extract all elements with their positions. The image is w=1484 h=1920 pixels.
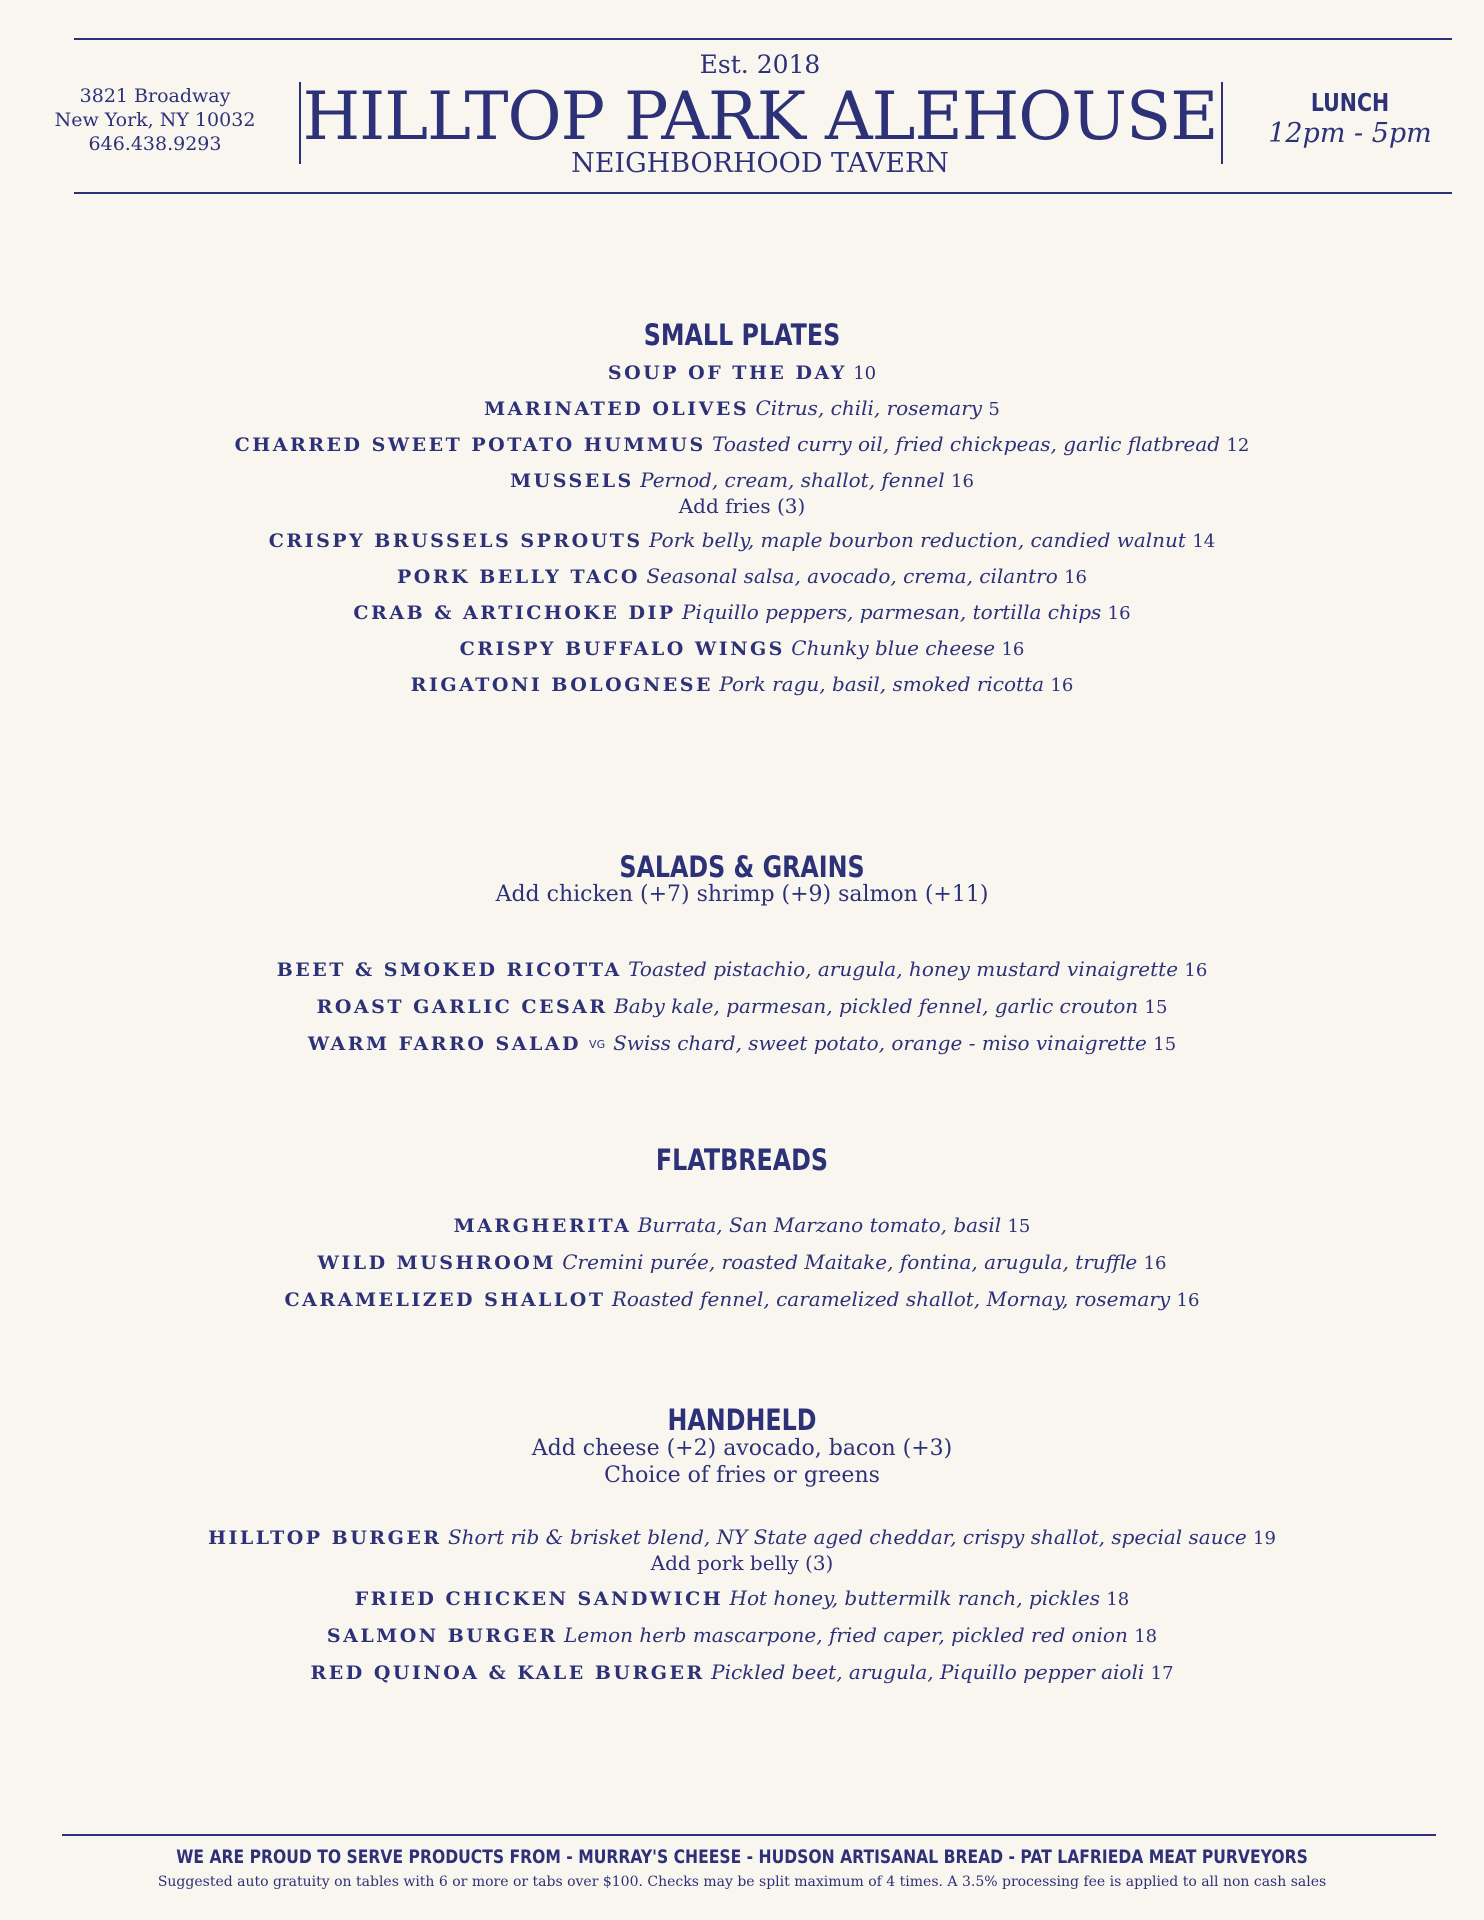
menu-item bbox=[0, 1250, 1484, 1276]
menu-item-description: Piquillo peppers, parmesan, tortilla chips bbox=[682, 600, 1102, 624]
menu-item-description: Short rib & brisket blend, NY State aged cheddar, crispy shallot, special sauce bbox=[447, 1525, 1247, 1549]
header-divider-right bbox=[1221, 82, 1223, 164]
menu-item-name: SALMON BURGER bbox=[326, 1625, 558, 1647]
menu-item-description: Cremini purée, roasted Maitake, fontina, arugula, truffle bbox=[562, 1250, 1138, 1274]
menu-item-description: Pickled beet, arugula, Piquillo pepper aioli bbox=[711, 1660, 1145, 1684]
menu-item-name: CHARRED SWEET POTATO HUMMUS bbox=[234, 434, 706, 456]
menu-item-name: RED QUINOA & KALE BURGER bbox=[310, 1662, 705, 1684]
header-bottom-rule bbox=[74, 192, 1452, 194]
menu-item-name: PORK BELLY TACO bbox=[396, 566, 640, 588]
menu-item-description: Toasted curry oil, fried chickpeas, garlic flatbread bbox=[712, 432, 1221, 456]
menu-item-name: CRAB & ARTICHOKE DIP bbox=[353, 602, 676, 624]
menu-item-addon: Add pork belly (3) bbox=[650, 1551, 834, 1575]
menu-item-price: 16 bbox=[1064, 567, 1088, 588]
menu-item-price: 17 bbox=[1150, 1663, 1174, 1684]
restaurant-name: HILLTOP PARK ALEHOUSE bbox=[302, 78, 1218, 155]
section-title: FLATBREADS bbox=[655, 1143, 829, 1177]
menu-item-name: SOUP OF THE DAY bbox=[607, 362, 847, 384]
menu-item bbox=[0, 1213, 1484, 1239]
menu-item-line bbox=[0, 1213, 1484, 1239]
menu-item-name: WARM FARRO SALAD bbox=[307, 1033, 582, 1055]
menu-item bbox=[0, 1287, 1484, 1313]
menu-item-line bbox=[0, 672, 1484, 698]
menu-item-description: Pork belly, maple bourbon reduction, candied walnut bbox=[649, 528, 1186, 552]
menu-item-price: 5 bbox=[988, 399, 1000, 420]
menu-item-line bbox=[0, 360, 1484, 386]
menu-item-price: 16 bbox=[1176, 1290, 1200, 1311]
menu-item-line bbox=[0, 432, 1484, 458]
menu-item-description: Pernod, cream, shallot, fennel bbox=[640, 468, 945, 492]
menu-item-line bbox=[0, 468, 1484, 494]
menu-item bbox=[0, 528, 1484, 554]
menu-item-name: FRIED CHICKEN SANDWICH bbox=[354, 1588, 724, 1610]
section-small-plates bbox=[0, 318, 1484, 696]
menu-item-name: RIGATONI BOLOGNESE bbox=[410, 674, 713, 696]
menu-item-description: Pork ragu, basil, smoked ricotta bbox=[719, 672, 1045, 696]
menu-item-name: CRISPY BUFFALO WINGS bbox=[459, 638, 785, 660]
menu-item-description: Seasonal salsa, avocado, crema, cilantro bbox=[646, 564, 1058, 588]
menu-item-line bbox=[0, 1623, 1484, 1649]
section-note: Add chicken (+7) shrimp (+9) salmon (+11) bbox=[495, 882, 989, 907]
menu-item bbox=[0, 396, 1484, 422]
menu-item bbox=[0, 432, 1484, 458]
menu-item-price: 10 bbox=[853, 363, 877, 384]
established-year: Est. 2018 bbox=[699, 50, 821, 79]
header-top-rule bbox=[74, 38, 1452, 40]
menu-item-line bbox=[0, 1525, 1484, 1551]
section-note: Add cheese (+2) avocado, bacon (+3) bbox=[531, 1436, 953, 1461]
gratuity-policy: Suggested auto gratuity on tables with 6 or more or tabs over $100. Checks may be split maximum of 4 times. A 3.5% processing fee is applied to all non cash sales bbox=[157, 1874, 1327, 1890]
menu-item-price: 15 bbox=[1007, 1216, 1031, 1237]
menu-item-price: 15 bbox=[1153, 1034, 1177, 1055]
address-city: New York, NY 10032 bbox=[54, 109, 256, 131]
menu-item bbox=[0, 636, 1484, 662]
menu-item-price: 14 bbox=[1192, 531, 1216, 552]
section-title: SMALL PLATES bbox=[643, 318, 841, 352]
menu-item-name: BEET & SMOKED RICOTTA bbox=[276, 959, 622, 981]
menu-item-line bbox=[0, 1287, 1484, 1313]
menu-item-price: 18 bbox=[1106, 1589, 1130, 1610]
menu-item-line bbox=[0, 564, 1484, 590]
meal-period-hours: 12pm - 5pm bbox=[1268, 118, 1432, 149]
menu-item-line bbox=[0, 1031, 1484, 1057]
section-handheld bbox=[0, 1403, 1484, 1684]
meal-period-label: LUNCH bbox=[1310, 88, 1390, 117]
menu-item-price: 18 bbox=[1134, 1626, 1158, 1647]
menu-item-description: Swiss chard, sweet potato, orange - miso vinaigrette bbox=[613, 1031, 1147, 1055]
menu-item-price: 19 bbox=[1253, 1528, 1276, 1549]
menu-item-line bbox=[0, 636, 1484, 662]
address-street: 3821 Broadway bbox=[79, 85, 231, 107]
menu-item-price: 16 bbox=[1143, 1253, 1167, 1274]
menu-item bbox=[0, 468, 1484, 518]
menu-item-price: 15 bbox=[1144, 997, 1168, 1018]
menu-item-addon: Add fries (3) bbox=[678, 494, 806, 518]
suppliers-statement: WE ARE PROUD TO SERVE PRODUCTS FROM - MURRAY'S CHEESE - HUDSON ARTISANAL BREAD - PAT LAFRIEDA MEAT PURVEYORS bbox=[176, 1846, 1308, 1868]
menu-item bbox=[0, 957, 1484, 983]
section-note: Choice of fries or greens bbox=[604, 1463, 880, 1488]
menu-item bbox=[0, 1525, 1484, 1575]
menu-item-description: Citrus, chili, rosemary bbox=[755, 396, 983, 420]
restaurant-tagline: NEIGHBORHOOD TAVERN bbox=[571, 148, 949, 179]
menu-item bbox=[0, 994, 1484, 1020]
menu-item-name: MUSSELS bbox=[510, 470, 634, 492]
menu-item-description: Chunky blue cheese bbox=[791, 636, 996, 660]
menu-item-line bbox=[0, 957, 1484, 983]
menu-item-line bbox=[0, 1660, 1484, 1686]
menu-item-name: MARGHERITA bbox=[453, 1215, 632, 1237]
menu-item-price: 16 bbox=[1001, 639, 1025, 660]
menu-item-line bbox=[0, 994, 1484, 1020]
menu-item bbox=[0, 600, 1484, 626]
menu-item-price: 16 bbox=[1184, 960, 1208, 981]
menu-item bbox=[0, 1031, 1484, 1057]
menu-item-line bbox=[0, 1586, 1484, 1612]
menu-item-line bbox=[0, 396, 1484, 422]
menu-item-description: Baby kale, parmesan, pickled fennel, garlic crouton bbox=[614, 994, 1139, 1018]
menu-item bbox=[0, 360, 1484, 386]
menu-item bbox=[0, 1660, 1484, 1686]
menu-item-description: Toasted pistachio, arugula, honey mustard vinaigrette bbox=[628, 957, 1179, 981]
menu-item-price: 16 bbox=[1107, 603, 1131, 624]
menu-item bbox=[0, 1586, 1484, 1612]
menu-item bbox=[0, 564, 1484, 590]
menu-item-name: ROAST GARLIC CESAR bbox=[316, 996, 608, 1018]
address-block bbox=[40, 84, 270, 156]
menu-item bbox=[0, 672, 1484, 698]
menu-item-price: 12 bbox=[1226, 435, 1250, 456]
section-title: HANDHELD bbox=[667, 1403, 817, 1437]
section-title: SALADS & GRAINS bbox=[619, 850, 865, 884]
address-phone: 646.438.9293 bbox=[88, 133, 222, 155]
section-notes bbox=[0, 881, 1484, 908]
menu-item-line bbox=[0, 600, 1484, 626]
section-notes bbox=[0, 1435, 1484, 1489]
section-salads-grains bbox=[0, 850, 1484, 1055]
menu-item-name: WILD MUSHROOM bbox=[317, 1252, 556, 1274]
dietary-tag: VG bbox=[589, 1038, 606, 1051]
menu-item bbox=[0, 1623, 1484, 1649]
menu-item-price: 16 bbox=[1050, 675, 1074, 696]
section-flatbreads bbox=[0, 1143, 1484, 1311]
menu-item-line bbox=[0, 528, 1484, 554]
menu-item-line bbox=[0, 1250, 1484, 1276]
menu-item-name: CRISPY BRUSSELS SPROUTS bbox=[268, 530, 643, 552]
menu-item-name: CARAMELIZED SHALLOT bbox=[284, 1289, 606, 1311]
menu-item-description: Burrata, San Marzano tomato, basil bbox=[637, 1213, 1002, 1237]
menu-item-description: Lemon herb mascarpone, fried caper, pickled red onion bbox=[564, 1623, 1128, 1647]
menu-item-description: Hot honey, buttermilk ranch, pickles bbox=[729, 1586, 1100, 1610]
menu-item-description: Roasted fennel, caramelized shallot, Mornay, rosemary bbox=[611, 1287, 1171, 1311]
menu-item-name: MARINATED OLIVES bbox=[484, 398, 750, 420]
footer-rule bbox=[62, 1834, 1436, 1836]
menu-item-price: 16 bbox=[951, 471, 974, 492]
menu-item-name: HILLTOP BURGER bbox=[208, 1527, 442, 1549]
